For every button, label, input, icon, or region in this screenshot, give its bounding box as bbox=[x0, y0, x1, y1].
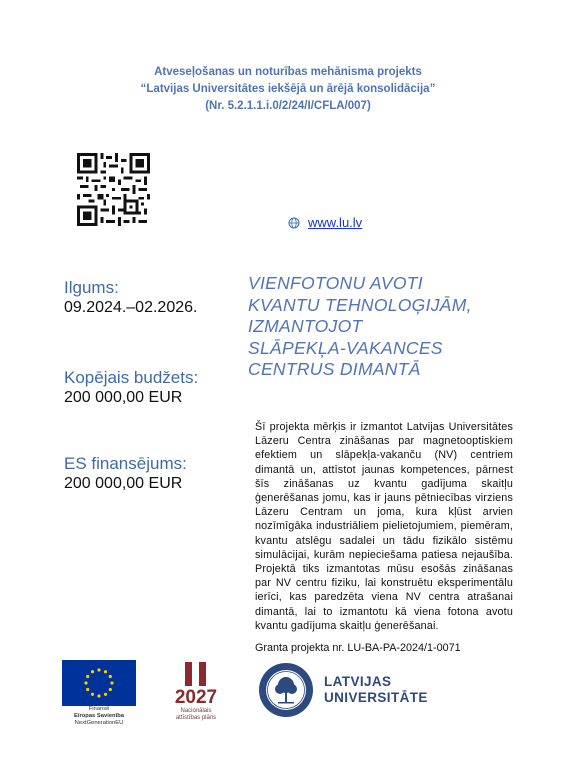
eu-funding-value: 200 000,00 EUR bbox=[64, 475, 183, 492]
lu-logo bbox=[258, 662, 428, 718]
globe-icon bbox=[288, 217, 300, 229]
project-description: Šī projekta mērķis ir izmantot Latvijas Universitātes Lāzeru Centra zināšanas par magnetooptiskiem efektiem un slāpekļa-vakanču (NV) centriem dimantā un, attīstot jaunas kompetences, pārnest šīs zināšanas uz kvantu gadījuma skaitļu ģenerēšanas jomu, kas ir jauns pētniecības virziens Lāzeru Centram un joma, kura kļūst arvien nozīmīgāka industriāliem pielietojumiem, piemēram, kvantu atslēgu sadalei un tādu fizikālo sistēmu simulācijai, kurām nepieciešama patiesa nejaušība. Projektā tiks izmantotas mūsu esošās zināšanas par NV centru fiziku, lai konstruētu eksperimentālu ierīci, kas paredzēta viena NV centra atrašanai dimantā, lai to izmantotu kā viena fotona avotu kvantu gadījuma skaitļu ģenerēšanai. bbox=[255, 421, 513, 632]
eu-caption-line: Eiropas Savienība bbox=[74, 713, 124, 719]
plan-caption-line: attīstības plāns bbox=[175, 715, 217, 721]
plan-year: 2027 bbox=[174, 687, 218, 708]
grant-number: Granta projekta nr. LU-BA-PA-2024/1-0071 bbox=[255, 642, 461, 654]
eu-caption-line: Finansē bbox=[88, 706, 110, 712]
title-line: CENTRUS DIMANTĀ bbox=[248, 359, 421, 379]
budget-value: 200 000,00 EUR bbox=[64, 389, 183, 406]
duration-block bbox=[64, 277, 197, 318]
lu-name bbox=[324, 674, 428, 706]
eu-caption bbox=[62, 706, 136, 727]
eu-logo bbox=[62, 660, 136, 727]
eu-caption-line: NextGenerationEU bbox=[74, 720, 124, 726]
title-line: IZMANTOJOT bbox=[248, 316, 363, 336]
eu-funding-block bbox=[64, 453, 187, 494]
plan-bars-icon bbox=[166, 660, 226, 688]
title-line: VIENFOTONU AVOTI bbox=[248, 273, 423, 293]
budget-block bbox=[64, 367, 198, 408]
eu-flag-icon bbox=[62, 660, 136, 706]
website-link[interactable]: www.lu.lv bbox=[308, 215, 363, 230]
title-line: SLĀPEKĻA-VAKANCES bbox=[248, 337, 443, 358]
budget-label: Kopējais budžets: bbox=[64, 368, 199, 387]
website-link-row[interactable] bbox=[288, 215, 362, 230]
header-line-1: Atveseļošanas un noturības mehānisma projekts bbox=[154, 66, 422, 78]
national-plan-logo bbox=[166, 660, 226, 722]
qr-code[interactable] bbox=[77, 153, 150, 226]
duration-label: Ilgums: bbox=[64, 278, 119, 297]
header-line-2: “Latvijas Universitātes iekšējā un ārējā konsolidācija” bbox=[140, 83, 436, 95]
lu-name-line: LATVIJAS bbox=[324, 674, 392, 689]
header-line-3: (Nr. 5.2.1.1.i.0/2/24/I/CFLA/007) bbox=[205, 100, 371, 112]
duration-value: 09.2024.–02.2026. bbox=[64, 299, 198, 316]
project-title bbox=[248, 273, 472, 381]
lu-name-line: UNIVERSITĀTE bbox=[324, 690, 428, 705]
eu-funding-label: ES finansējums: bbox=[64, 454, 187, 473]
project-header bbox=[0, 64, 576, 115]
plan-caption bbox=[166, 708, 226, 722]
university-seal-icon bbox=[258, 662, 314, 718]
title-line: KVANTU TEHNOLOĢIJĀM, bbox=[248, 294, 472, 315]
plan-caption-line: Nacionālais bbox=[180, 708, 212, 714]
